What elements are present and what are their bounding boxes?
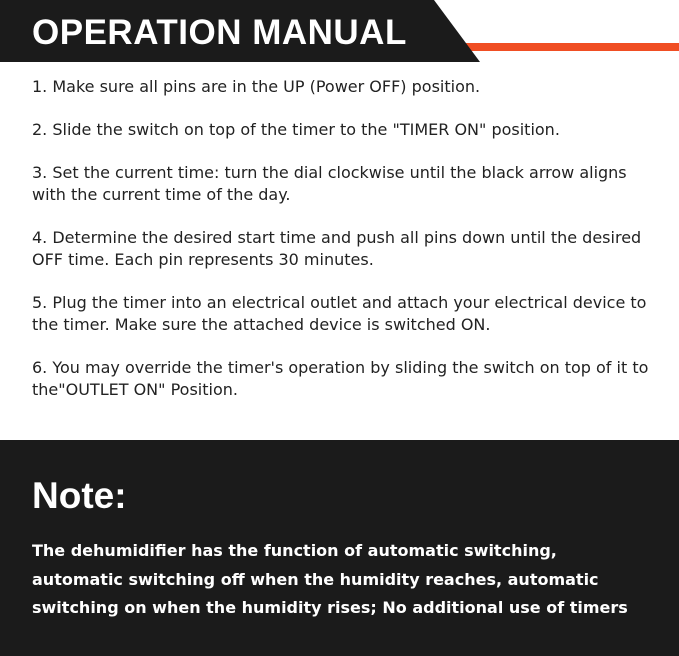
page-title: OPERATION MANUAL <box>32 13 407 52</box>
note-panel <box>0 440 679 656</box>
note-title: Note: <box>32 475 127 516</box>
step-5: 5. Plug the timer into an electrical outlet and attach your electrical device to the timer. Make sure the attached device is switched ON. <box>32 293 647 334</box>
note-body: The dehumidifier has the function of automatic switching, automatic switching off when the humidity reaches, automatic switching on when the humidity rises; No additional use of timers <box>32 541 628 617</box>
step-1: 1. Make sure all pins are in the UP (Power OFF) position. <box>32 77 481 96</box>
step-2: 2. Slide the switch on top of the timer to the "TIMER ON" position. <box>32 120 560 139</box>
step-6: 6. You may override the timer's operation by sliding the switch on top of it to the"OUTLET ON" Position. <box>32 358 649 399</box>
step-4: 4. Determine the desired start time and push all pins down until the desired OFF time. Each pin represents 30 minutes. <box>32 228 642 269</box>
instruction-steps <box>32 76 652 422</box>
header-banner <box>0 0 679 66</box>
step-3: 3. Set the current time: turn the dial clockwise until the black arrow aligns with the current time of the day. <box>32 163 627 204</box>
